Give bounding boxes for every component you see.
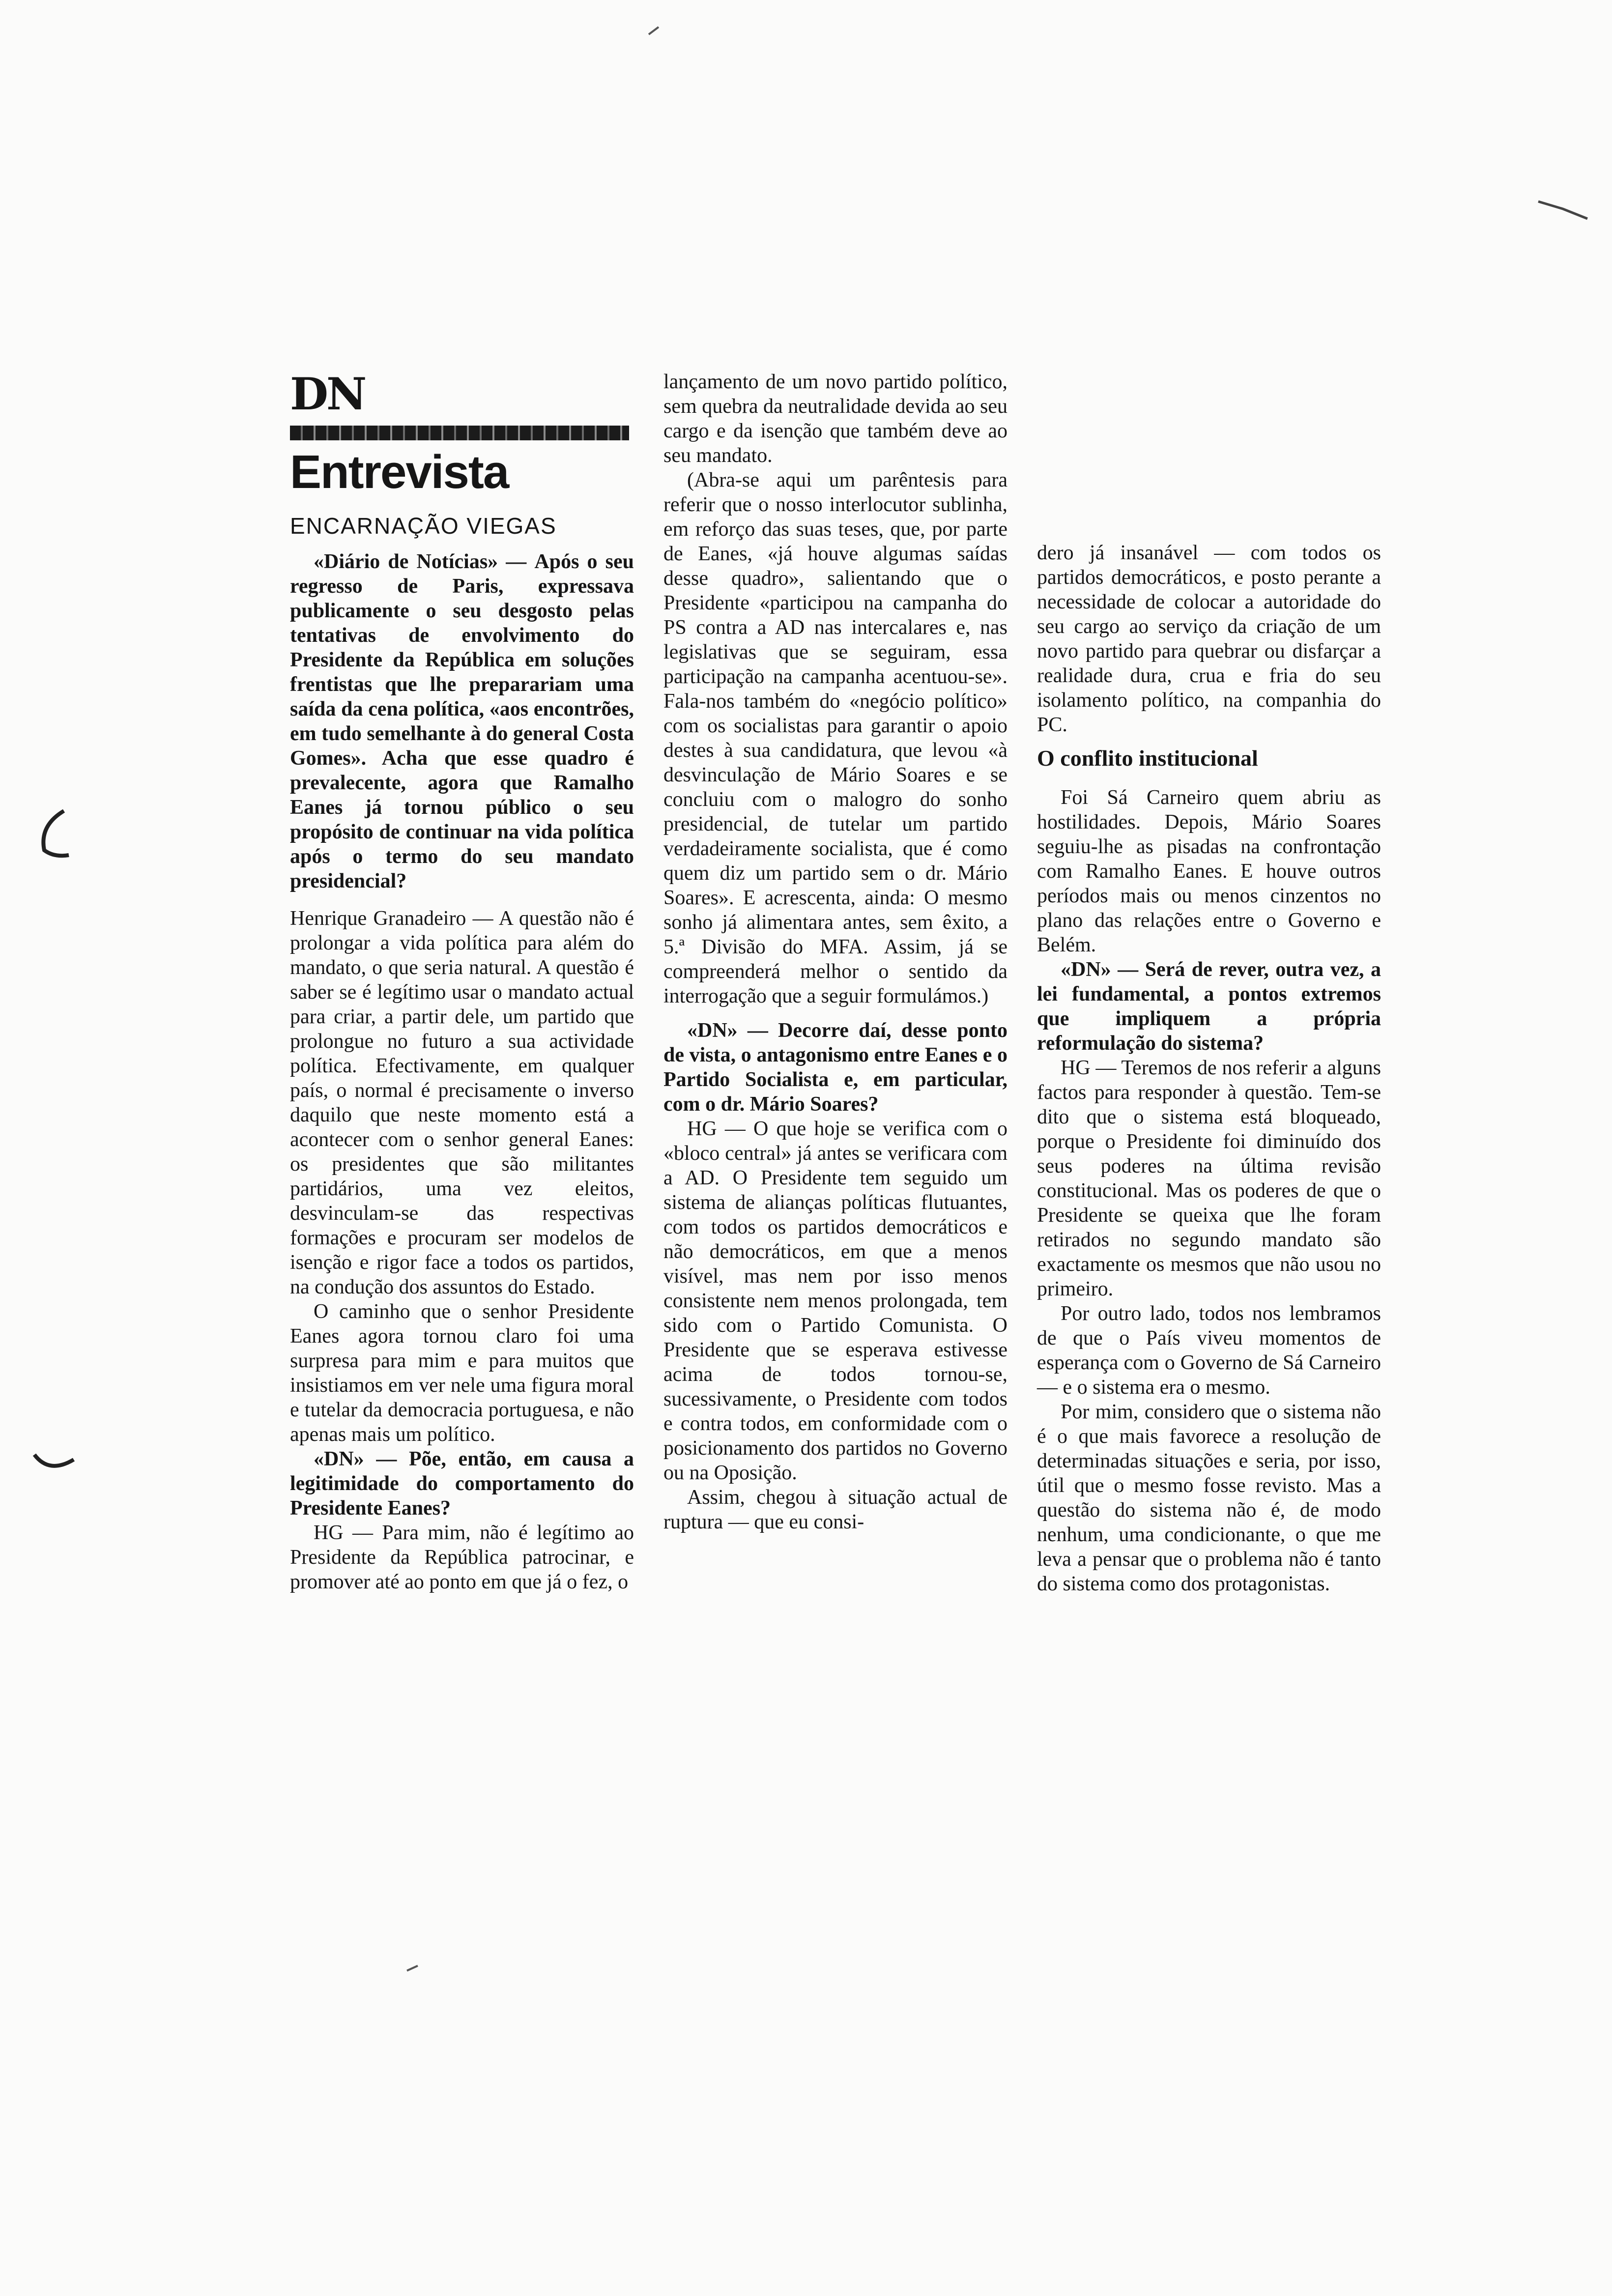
answer-4-label: HG —: [1061, 1057, 1117, 1079]
question-1-text: Após o seu regresso de Paris, expressava publicamente o seu desgosto pelas tentativas de envolvimento do Presidente da República em soluções frentistas que lhe preparariam uma saída da cena política, «aos encontrões, em tudo semelhante à do general Costa Gomes». Acha que esse quadro é prevalecente, agora que Ramalho Eanes já tornou público o seu propósito de continuar na vida política após o termo do seu mandato presidencial?: [290, 550, 634, 892]
question-4-text: Será de rever, outra vez, a lei fundamental, a pontos extremos que impliquem a própria reformulação do sistema?: [1037, 958, 1381, 1055]
answer-3-text: O que hoje se verifica com o «bloco central» já antes se verificara com a AD. O Presidente tem seguido um sistema de alianças políticas flutuantes, com todos os partidos democráticos e não democráticos, em que a menos visível, mas nem por isso menos consistente nem menos prolongada, tem sido com o Partido Comunista. O Presidente que se esperava estivesse acima de todos tornou-se, sucessivamente, o Presidente com todos e contra todos, em conformidade com o posicionamento dos partidos no Governo ou na Oposição.: [663, 1118, 1008, 1484]
header-rule: [290, 426, 629, 440]
paragraph-col2-2: (Abra-se aqui um parêntesis para referir que o nosso interlocutor sublinha, em reforço das suas teses, que, por parte de Eanes, «já houve algumas saídas desse quadro», salientando que o Presidente «participou na campanha do PS contra a AD nas intercalares e, nas legislativas que se seguiram, essa participação na campanha acentuou-se». Fala-nos também do «negócio político» com os socialistas para garantir o apoio destes à sua candidatura, que levou «à desvinculação de Mário Soares e se concluiu com o malogro do sonho presidencial, de tutelar um partido verdadeiramente socialista, que é como quem diz um partido sem o dr. Mário Soares». E acrescenta, ainda: O mesmo sonho já alimentara antes, sem êxito, a 5.ª Divisão do MFA. Assim, já se compreenderá melhor o sentido da interrogação que a seguir formulámos.): [663, 469, 1008, 1007]
answer-3-label: HG —: [687, 1118, 746, 1140]
scan-mark-2: [29, 1445, 84, 1484]
question-3-label: «DN» —: [687, 1019, 768, 1042]
answer-1-paragraph-2: O caminho que o senhor Presidente Eanes agora tornou claro foi uma surpresa para mim e para muitos que insistiamos em ver nele uma figura moral e tutelar da democracia portuguesa, e não apenas mais um político.: [290, 1300, 634, 1446]
question-1: [290, 549, 634, 893]
column-1: [290, 549, 634, 1594]
answer-2-label: HG —: [314, 1521, 373, 1544]
paragraph-col2-3: Assim, chegou à situação actual de ruptura — que eu consi-: [663, 1486, 1008, 1533]
section-title: Entrevista: [290, 446, 509, 498]
question-3: [663, 1018, 1008, 1117]
answer-1-label: Henrique Granadeiro —: [290, 907, 493, 930]
question-4-label: «DN» —: [1061, 958, 1139, 981]
question-2-label: «DN» —: [314, 1448, 397, 1470]
answer-2: [290, 1521, 634, 1594]
scan-mark-3: [1533, 192, 1592, 226]
answer-1-text: A questão não é prolongar a vida política para além do mandato, o que seria natural. A questão é saber se é legítimo usar o mandato actual para criar, a partir dele, um partido que prolongue no futuro a sua actividade política. Efectivamente, em qualquer país, o normal é precisamente o inverso daquilo que neste momento está a acontecer com o senhor general Eanes: os presidentes que são militantes partidários, uma vez eleitos, desvinculam-se das respectivas formações e procuram ser modelos de isenção e rigor face a todos os partidos, na condução dos assuntos do Estado.: [290, 907, 634, 1298]
scan-mark-1: [29, 806, 74, 865]
scan-mark-4: [644, 20, 663, 39]
answer-2-text: Para mim, não é legítimo ao Presidente da República patrocinar, e promover até ao ponto em que já o fez, o: [290, 1521, 634, 1593]
answer-4: [1037, 1056, 1381, 1301]
paragraph-col3-4: Por mim, considero que o sistema não é o que mais favorece a resolução de determinadas situações e seria, por isso, útil que o mesmo fosse revisto. Mas a questão do sistema não é, de modo nenhum, uma condicionante, o que me leva a pensar que o problema não é tanto do sistema como dos protagonistas.: [1037, 1401, 1381, 1595]
question-3-text: Decorre daí, desse ponto de vista, o antagonismo entre Eanes e o Partido Socialista e, em particular, com o dr. Mário Soares?: [663, 1019, 1008, 1116]
question-2: [290, 1447, 634, 1521]
paragraph-col3-2: Foi Sá Carneiro quem abriu as hostilidades. Depois, Mário Soares seguiu-lhe as pisadas na confrontação com Ramalho Eanes. E houve outros períodos mais ou menos cinzentos no plano das relações entre o Governo e Belém.: [1037, 786, 1381, 956]
answer-4-text: Teremos de nos referir a alguns factos para responder à questão. Tem-se dito que o sistema está bloqueado, porque o Presidente foi diminuído dos seus poderes na última revisão constitucional. Mas os poderes de que o Presidente se queixa que lhe foram retirados no segundo mandato são exactamente os mesmos que não usou no primeiro.: [1037, 1057, 1382, 1300]
paragraph-col2-1: lançamento de um novo partido político, sem quebra da neutralidade devida ao seu cargo e da isenção que também deve ao seu mandato.: [663, 371, 1008, 467]
paragraph-col3-3: Por outro lado, todos nos lembramos de que o País viveu momentos de esperança com o Governo de Sá Carneiro — e o sistema era o mesmo.: [1037, 1302, 1381, 1399]
subhead: O conflito institucional: [1037, 746, 1258, 771]
question-2-text: Põe, então, em causa a legitimidade do comportamento do Presidente Eanes?: [290, 1448, 634, 1520]
byline: ENCARNAÇÃO VIEGAS: [290, 513, 557, 539]
paragraph-col3-1: dero já insanável — com todos os partidos democráticos, e posto perante a necessidade de colocar a autoridade do seu cargo ao serviço da criação de um novo partido para quebrar ou disfarçar a realidade dura, crua e fria do seu isolamento político, na companhia do PC.: [1037, 542, 1381, 736]
answer-3: [663, 1117, 1008, 1485]
column-2: [663, 370, 1008, 1534]
scan-mark-5: [403, 1961, 423, 1976]
answer-1: [290, 906, 634, 1299]
question-1-label: «Diário de Notícias» —: [314, 550, 527, 573]
newspaper-logo: DN: [290, 368, 365, 420]
question-4: [1037, 957, 1381, 1056]
column-3: [1037, 541, 1381, 1596]
